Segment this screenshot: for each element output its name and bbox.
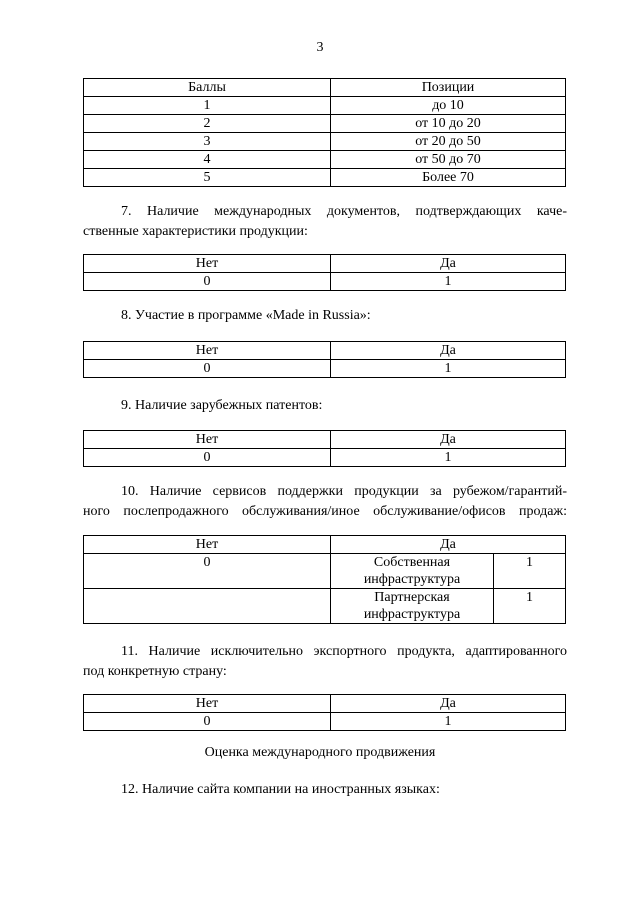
table-row xyxy=(84,115,566,133)
infrastructure-label-cell xyxy=(331,589,494,624)
section-heading: Оценка международного продвижения xyxy=(204,745,436,760)
item-11-line2: под конкретную страну: xyxy=(83,664,227,679)
table-cell: до 10 xyxy=(331,97,566,115)
header-cell-no: Нет xyxy=(84,255,331,273)
item-9-table xyxy=(83,430,566,467)
header-cell: Баллы xyxy=(84,79,331,97)
header-cell-yes: Да xyxy=(331,431,566,449)
item-7-line2: ственные характеристики продукции: xyxy=(83,224,308,239)
value-cell-yes: 1 xyxy=(331,273,566,291)
table-row xyxy=(84,133,566,151)
table-cell: Более 70 xyxy=(331,169,566,187)
item-12-text: 12. Наличие сайта компании на иностранных языках: xyxy=(121,782,440,797)
value-cell-no: 0 xyxy=(84,449,331,467)
header-cell-no: Нет xyxy=(84,431,331,449)
table-header-row xyxy=(84,79,566,97)
table-cell: 5 xyxy=(84,169,331,187)
item-7-text xyxy=(83,202,567,242)
header-cell-yes: Да xyxy=(331,695,566,713)
value-cell-no: 0 xyxy=(84,273,331,291)
table-cell: от 20 до 50 xyxy=(331,133,566,151)
page-number: 3 xyxy=(316,40,324,55)
infrastructure-value-cell: 1 xyxy=(494,554,566,589)
item-8-text: 8. Участие в программе «Made in Russia»: xyxy=(121,308,371,323)
table-row xyxy=(84,151,566,169)
header-cell: Позиции xyxy=(331,79,566,97)
item-11-text xyxy=(83,642,567,682)
infrastructure-label-line1: Собственная xyxy=(373,555,451,570)
header-cell-yes: Да xyxy=(331,536,566,554)
header-cell-no: Нет xyxy=(84,536,331,554)
infrastructure-label-line2: инфраструктура xyxy=(363,572,461,587)
table-cell: 2 xyxy=(84,115,331,133)
item-7-line1: 7. Наличие международных документов, подтверждающих каче- xyxy=(121,204,567,219)
item-10-table xyxy=(83,535,566,624)
item-10-text xyxy=(83,482,567,522)
infrastructure-value-cell: 1 xyxy=(494,589,566,624)
header-cell-yes: Да xyxy=(331,255,566,273)
value-cell-no: 0 xyxy=(84,360,331,378)
table-cell: 3 xyxy=(84,133,331,151)
item-9-text: 9. Наличие зарубежных патентов: xyxy=(121,398,323,413)
infrastructure-label-line1: Партнерская xyxy=(374,590,450,605)
empty-cell xyxy=(84,589,331,624)
infrastructure-label-cell xyxy=(331,554,494,589)
table-cell: от 10 до 20 xyxy=(331,115,566,133)
score-table xyxy=(83,78,566,187)
header-cell-yes: Да xyxy=(331,342,566,360)
infrastructure-label-line2: инфраструктура xyxy=(363,607,461,622)
item-11-table xyxy=(83,694,566,731)
item-10-line2: ного послепродажного обслуживания/иное обслуживание/офисов продаж: xyxy=(83,504,567,519)
item-11-line1: 11. Наличие исключительно экспортного продукта, адаптированного xyxy=(121,644,567,659)
item-10-line1: 10. Наличие сервисов поддержки продукции за рубежом/гарантий- xyxy=(121,484,567,499)
value-cell-yes: 1 xyxy=(331,713,566,731)
table-cell: 4 xyxy=(84,151,331,169)
table-cell: от 50 до 70 xyxy=(331,151,566,169)
table-row xyxy=(84,169,566,187)
table-row xyxy=(84,97,566,115)
item-8-table xyxy=(83,341,566,378)
value-cell-no: 0 xyxy=(84,713,331,731)
header-cell-no: Нет xyxy=(84,695,331,713)
header-cell-no: Нет xyxy=(84,342,331,360)
item-7-table xyxy=(83,254,566,291)
value-cell-yes: 1 xyxy=(331,449,566,467)
value-cell-yes: 1 xyxy=(331,360,566,378)
table-cell: 1 xyxy=(84,97,331,115)
value-cell-no: 0 xyxy=(84,554,331,589)
